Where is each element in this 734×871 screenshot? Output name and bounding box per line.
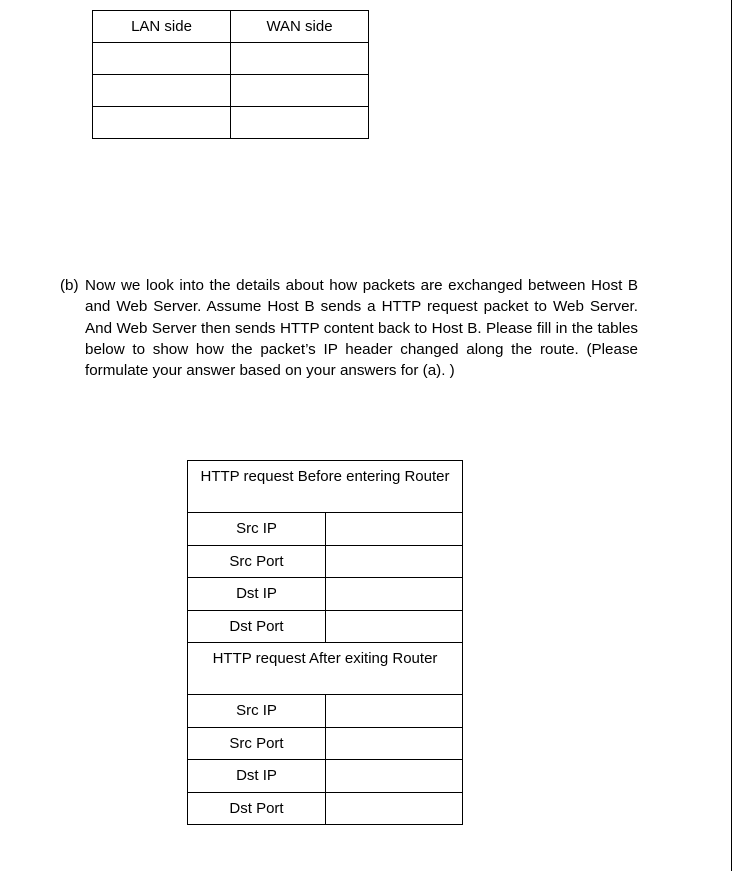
src-port-label: Src Port <box>188 727 326 760</box>
src-port-label: Src Port <box>188 545 326 578</box>
dst-ip-label: Dst IP <box>188 760 326 793</box>
after-src-port-value[interactable] <box>326 727 463 760</box>
table-row <box>188 610 463 643</box>
lan-side-cell[interactable] <box>93 43 231 75</box>
dst-port-label: Dst Port <box>188 792 326 825</box>
table-row <box>188 792 463 825</box>
table-row <box>188 727 463 760</box>
before-src-ip-value[interactable] <box>326 513 463 546</box>
before-section-row <box>188 461 463 513</box>
dst-ip-label: Dst IP <box>188 578 326 611</box>
wan-side-header: WAN side <box>231 11 369 43</box>
table-row <box>93 107 369 139</box>
table-row <box>93 43 369 75</box>
question-b <box>60 275 638 381</box>
before-dst-port-value[interactable] <box>326 610 463 643</box>
question-text: Now we look into the details about how packets are exchanged between Host B and Web Server. Assume Host B sends a HTTP request packet to Web Server. And Web Server then sends HTTP content back to Host B. Please fill in the tables below to show how the packet’s IP header changed along the route. (Please formulate your answer based on your answers for (a). ) <box>85 277 638 380</box>
wan-side-cell[interactable] <box>231 43 369 75</box>
table-row <box>188 578 463 611</box>
after-router-title: HTTP request After exiting Router <box>188 643 463 695</box>
src-ip-label: Src IP <box>188 513 326 546</box>
ip-header-table <box>187 460 463 825</box>
table-row <box>188 545 463 578</box>
lan-side-header: LAN side <box>93 11 231 43</box>
src-ip-label: Src IP <box>188 695 326 728</box>
before-router-title: HTTP request Before entering Router <box>188 461 463 513</box>
after-dst-ip-value[interactable] <box>326 760 463 793</box>
lan-wan-header-row <box>93 11 369 43</box>
lan-side-cell[interactable] <box>93 107 231 139</box>
table-row <box>188 760 463 793</box>
table-row <box>93 75 369 107</box>
question-label: (b) <box>60 277 79 294</box>
wan-side-cell[interactable] <box>231 107 369 139</box>
after-section-row <box>188 643 463 695</box>
after-src-ip-value[interactable] <box>326 695 463 728</box>
before-dst-ip-value[interactable] <box>326 578 463 611</box>
dst-port-label: Dst Port <box>188 610 326 643</box>
after-dst-port-value[interactable] <box>326 792 463 825</box>
table-row <box>188 695 463 728</box>
page-edge <box>731 0 732 871</box>
table-row <box>188 513 463 546</box>
before-src-port-value[interactable] <box>326 545 463 578</box>
lan-side-cell[interactable] <box>93 75 231 107</box>
wan-side-cell[interactable] <box>231 75 369 107</box>
lan-wan-table <box>92 10 369 139</box>
